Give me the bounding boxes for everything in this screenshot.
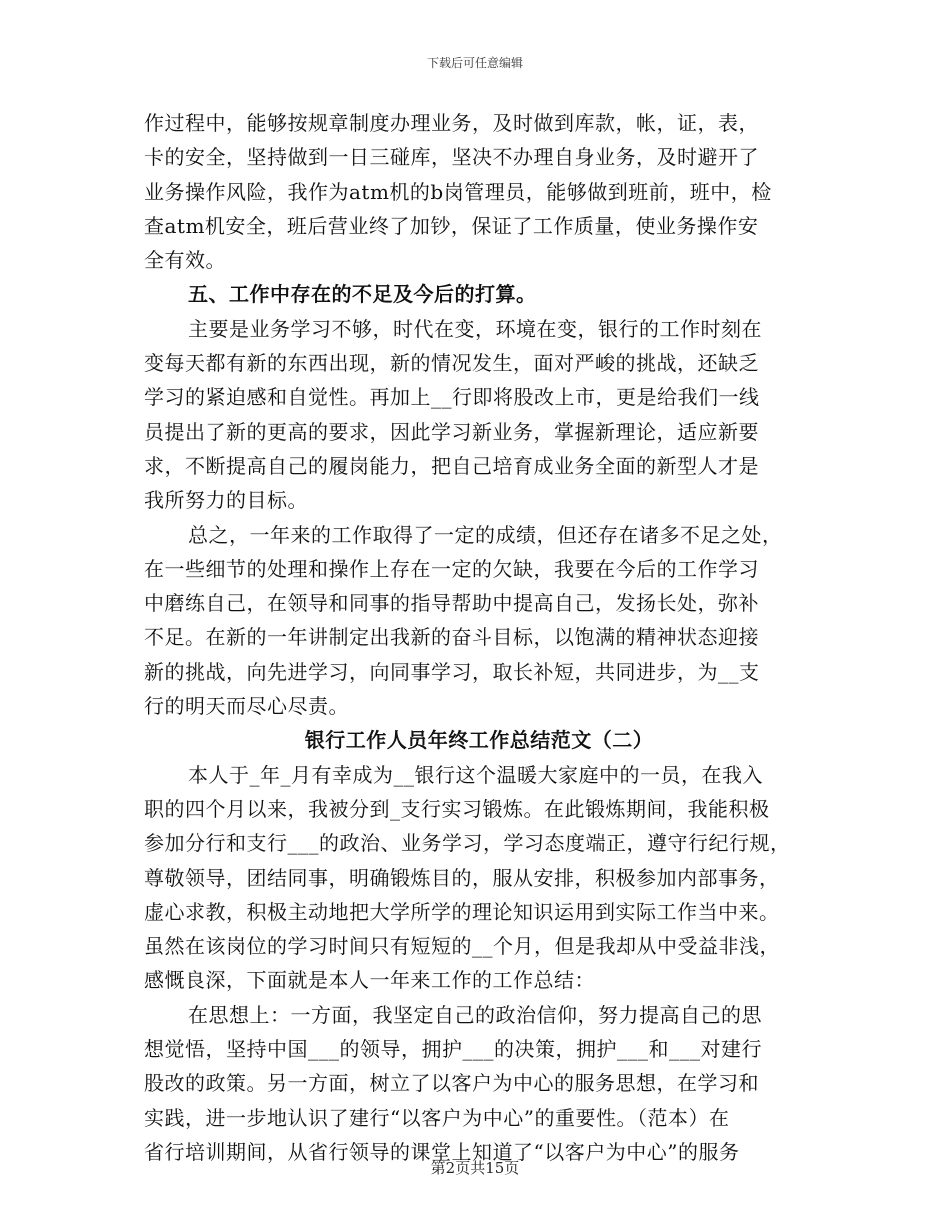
- text-line: 尊敬领导，团结同事，明确锻炼目的，服从安排，积极参加内部事务，: [144, 865, 780, 890]
- text-line: 查atm机安全，班后营业终了加钞，保证了工作质量，使业务操作安: [144, 213, 759, 238]
- document-title: 银行工作人员年终工作总结范文（二）: [304, 728, 654, 753]
- text-line: 想觉悟，坚持中国___的领导，拥护___的决策，拥护___和___对建行: [144, 1037, 762, 1062]
- text-line: 作过程中，能够按规章制度办理业务，及时做到库款，帐，证，表，: [144, 111, 759, 135]
- document-body: [144, 106, 814, 1169]
- text-line: 中磨练自己，在领导和同事的指导帮助中提高自己，发扬长处，弥补: [144, 591, 759, 616]
- section-heading: 五、工作中存在的不足及今后的打算。: [188, 282, 537, 307]
- text-line: 在思想上：一方面，我坚定自己的政治信仰，努力提高自己的思: [188, 1002, 762, 1027]
- text-line: 实践，进一步地认识了建行“以客户为中心”的重要性。（范本）在: [144, 1105, 730, 1130]
- text-line: 变每天都有新的东西出现，新的情况发生，面对严峻的挑战，还缺乏: [144, 351, 759, 376]
- text-line: 求，不断提高自己的履岗能力，把自己培育成业务全面的新型人才是: [144, 453, 759, 478]
- text-line: 主要是业务学习不够，时代在变，环境在变，银行的工作时刻在: [188, 316, 762, 341]
- text-line: 虚心求教，积极主动地把大学所学的理论知识运用到实际工作当中来。: [144, 899, 780, 924]
- text-line: 职的四个月以来，我被分到_支行实习锻炼。在此锻炼期间，我能积极: [144, 796, 770, 821]
- text-line: 参加分行和支行___的政治、业务学习，学习态度端正，遵守行纪行规，: [144, 831, 791, 856]
- text-line: 学习的紧迫感和自觉性。再加上__行即将股改上市，更是给我们一线: [144, 385, 760, 410]
- text-line: 在一些细节的处理和操作上存在一定的欠缺，我要在今后的工作学习: [144, 556, 759, 581]
- text-line: 员提出了新的更高的要求，因此学习新业务，掌握新理论，适应新要: [144, 419, 759, 444]
- text-line: 全有效。: [144, 248, 226, 273]
- text-line: 总之，一年来的工作取得了一定的成绩，但还存在诸多不足之处，: [188, 522, 783, 547]
- text-line: 感慨良深，下面就是本人一年来工作的工作总结：: [144, 968, 595, 993]
- text-line: 本人于_年_月有幸成为__银行这个温暖大家庭中的一员，在我入: [188, 762, 763, 787]
- text-line: 省行培训期间，从省行领导的课堂上知道了“以客户为中心”的服务: [144, 1139, 740, 1164]
- text-line: 虽然在该岗位的学习时间只有短短的__个月，但是我却从中受益非浅，: [144, 934, 780, 959]
- page-header-note: 下载后可任意编辑: [426, 56, 523, 70]
- text-line: 我所努力的目标。: [144, 488, 308, 513]
- text-line: 卡的安全，坚持做到一日三碰库，坚决不办理自身业务，及时避开了: [144, 145, 759, 170]
- text-line: 新的挑战，向先进学习，向同事学习，取长补短，共同进步，为__支: [144, 659, 760, 684]
- text-line: 行的明天而尽心尽责。: [144, 694, 349, 719]
- text-line: 股改的政策。另一方面，树立了以客户为中心的服务思想，在学习和: [144, 1071, 759, 1096]
- text-line: 不足。在新的一年讲制定出我新的奋斗目标，以饱满的精神状态迎接: [144, 625, 759, 650]
- page-number: 第2页共15页: [430, 1159, 520, 1177]
- text-line: 业务操作风险，我作为atm机的b岗管理员，能够做到班前，班中，检: [144, 179, 772, 204]
